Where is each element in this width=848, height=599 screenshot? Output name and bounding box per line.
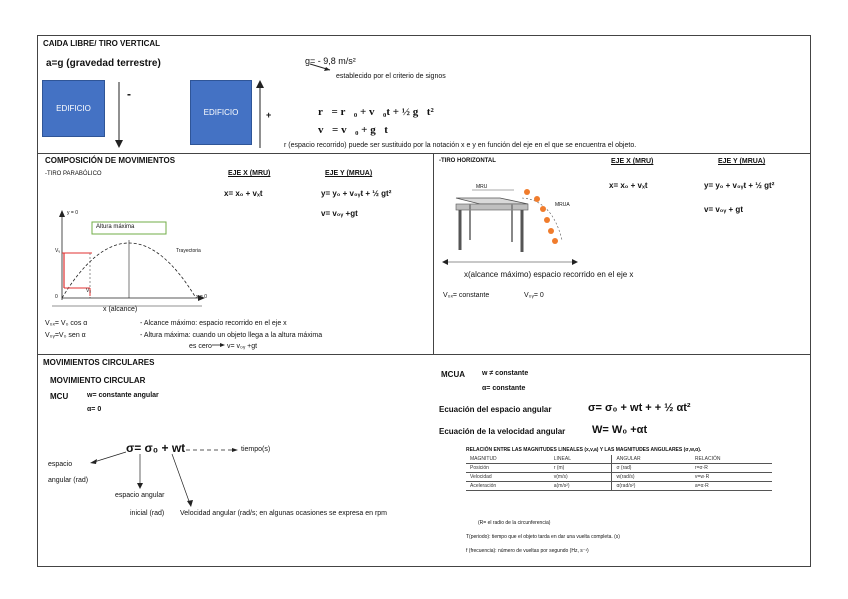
edificio-2: EDIFICIO: [190, 80, 252, 145]
small-arrow-icon: [212, 341, 226, 349]
parabolico-altura-eq: v= v₀ᵧ +gt: [227, 343, 258, 350]
parabolico-eje-y-eq1: y= y₀ + v₀ᵧt + ½ gt²: [321, 189, 392, 198]
down-arrow-icon: [113, 82, 125, 148]
caida-note: r (espacio recorrido) puede ser sustituido por la notación x e y en función del eje en el que se encuentra el objeto.: [284, 142, 637, 149]
caida-title: CAIDA LIBRE/ TIRO VERTICAL: [43, 39, 161, 48]
trajectory-dot: [544, 217, 550, 223]
up-arrow-icon: [254, 80, 266, 148]
table-cell: r (m): [553, 465, 565, 471]
parabolico-voy: V₀ᵧ=V₀ sen α: [45, 332, 86, 339]
trajectory-dot: [548, 228, 554, 234]
diagram-alcance: x (alcance): [103, 306, 138, 313]
horizontal-vox: V₀ₓ= constante: [443, 292, 490, 299]
circulares-mcua: MCUA: [441, 370, 465, 379]
table-header: LINEAL: [553, 456, 571, 462]
table-header: RELACIÓN: [694, 456, 721, 462]
circulares-subtitle: MOVIMIENTO CIRCULAR: [50, 376, 146, 385]
parabolico-altura-def: - Altura máxima: cuando un objeto llega a la altura máxima: [140, 332, 323, 339]
horizontal-eje-x-eq: x= x₀ + vₓt: [609, 181, 648, 190]
table-cell: Velocidad: [470, 474, 492, 480]
circulares-tiempo: tiempo(s): [241, 446, 271, 453]
parabolico-eje-x-eq: x= x₀ + vₓt: [224, 189, 263, 198]
circulares-velocidad: Velocidad angular (rad/s; en algunas ocasiones se expresa en rpm: [180, 510, 388, 517]
horizontal-voy: V₀ᵧ= 0: [524, 292, 544, 299]
diagram-altura-label: Altura máxima: [96, 224, 135, 230]
circulares-ec-espacio: σ= σ₀ + wt + + ½ αt²: [588, 402, 691, 414]
table-cell: w(rad/s): [612, 473, 691, 482]
caida-plus: +: [266, 110, 272, 120]
circulares-alpha0: α= 0: [87, 406, 102, 413]
relation-table: [466, 455, 772, 491]
table-row: [466, 464, 772, 473]
parabolico-altura-def2: es cero: [189, 343, 212, 350]
table-diagram: [440, 180, 580, 270]
horizontal-mrua-label: MRUA: [555, 202, 570, 208]
table-cell: α(rad/s²): [612, 482, 691, 491]
caida-minus: -: [127, 87, 131, 101]
table-row: [466, 473, 772, 482]
g-arrow-icon: [310, 62, 334, 74]
horizontal-eje-y-title: EJE Y (MRUA): [718, 158, 766, 165]
horizontal-eje-y-eq1: y= y₀ + v₀ᵧt + ½ gt²: [704, 181, 775, 190]
horizontal-eje-y-eq2: v= v₀ᵧ + gt: [704, 205, 743, 214]
circulares-alpha-const: α= constante: [482, 385, 526, 392]
diagram-trayectoria: Trayectoria: [176, 248, 201, 254]
table-cell: r=σ·R: [694, 465, 708, 471]
diagram-x-axis: x = 0: [196, 294, 207, 300]
circulares-espacio: espacio: [48, 461, 73, 468]
table-cell: v(m/s): [553, 474, 568, 480]
trajectory-dot: [524, 189, 530, 195]
circulares-ec-vel-label: Ecuación de la velocidad angular: [439, 427, 566, 436]
parabolico-alcance-def: - Alcance máximo: espacio recorrido en el eje x: [140, 320, 287, 327]
table-header: ANGULAR: [612, 455, 691, 464]
circulares-sigma-eq: σ= σ₀ + wt: [126, 441, 186, 455]
table-header-row: [466, 455, 772, 464]
caida-eq-r: r⃗= r⃗₀ + v⃗₀t + ½ g⃗t²: [318, 106, 434, 118]
table-cell: v=w·R: [694, 474, 710, 480]
diagram-vy: Vᵧ: [55, 248, 60, 254]
horizontal-label: -TIRO HORIZONTAL: [439, 158, 496, 164]
divider-vertical: [433, 153, 434, 354]
divider-caida: [37, 153, 811, 154]
frecuencia: f (frecuencia): número de vueltas por segundo (Hz, s⁻¹): [466, 548, 589, 554]
circulares-inicial: inicial (rad): [130, 510, 165, 517]
parabolico-eje-x-title: EJE X (MRU): [228, 170, 271, 177]
edificio-1: EDIFICIO: [42, 80, 105, 137]
horizontal-mru-label: MRU: [476, 184, 488, 190]
table-cell: σ (rad): [612, 464, 691, 473]
table-cell: Posición: [470, 465, 489, 471]
divider-composicion: [37, 354, 811, 355]
table-cell: Aceleración: [470, 483, 497, 489]
circulares-w-const: w= constante angular: [87, 392, 159, 399]
caida-g-value: g= - 9,8 m/s²: [305, 56, 356, 66]
trajectory-dot: [540, 206, 546, 212]
circulares-ec-espacio-label: Ecuación del espacio angular: [439, 405, 552, 414]
circulares-angular-rad: angular (rad): [48, 477, 89, 484]
circulares-espacio-angular: espacio angular: [115, 492, 165, 499]
circulares-mcu: MCU: [50, 392, 69, 401]
trajectory-dot: [552, 238, 558, 244]
caida-signos: establecido por el criterio de signos: [336, 73, 446, 80]
periodo: T(periodo): tiempo que el objeto tarda en dar una vuelta completa. (s): [466, 534, 620, 540]
parabolico-eje-y-eq2: v= v₀ᵧ +gt: [321, 209, 358, 218]
diagram-vx: Vₓ: [86, 288, 91, 294]
parabolico-label: -TIRO PARABÓLICO: [45, 171, 102, 177]
parabolic-diagram: [50, 208, 220, 312]
diagram-y-axis: y = 0: [67, 210, 78, 216]
parabolico-vox: V₀ₓ= V₀ cos α: [45, 320, 88, 327]
rel-title: RELACIÓN ENTRE LAS MAGNITUDES LINEALES (x,v,a) Y LAS MAGNITUDES ANGULARES (σ,w,α).: [466, 447, 702, 453]
parabolico-eje-y-title: EJE Y (MRUA): [325, 170, 373, 177]
circulares-w-const2: w ≠ constante: [482, 370, 529, 377]
table-header: MAGNITUD: [470, 456, 497, 462]
table-row: [466, 482, 772, 491]
composicion-title: COMPOSICIÓN DE MOVIMIENTOS: [45, 156, 176, 165]
r-radio: (R= el radio de la circunferencia): [478, 520, 551, 526]
circulares-title: MOVIMIENTOS CIRCULARES: [43, 358, 155, 367]
circulares-ec-vel: W= W₀ +αt: [592, 424, 648, 436]
diagram-origin: 0: [55, 294, 58, 300]
table-cell: a=α·R: [694, 483, 709, 489]
table-cell: a(m/s²): [553, 483, 570, 489]
horizontal-eje-x-title: EJE X (MRU): [611, 158, 654, 165]
caida-a-eq: a=g (gravedad terrestre): [46, 58, 161, 69]
trajectory-dot: [534, 196, 540, 202]
caida-eq-v: v⃗= v⃗₀ + g⃗t: [318, 124, 388, 136]
horizontal-alcance: x(alcance máximo) espacio recorrido en el eje x: [464, 270, 634, 279]
